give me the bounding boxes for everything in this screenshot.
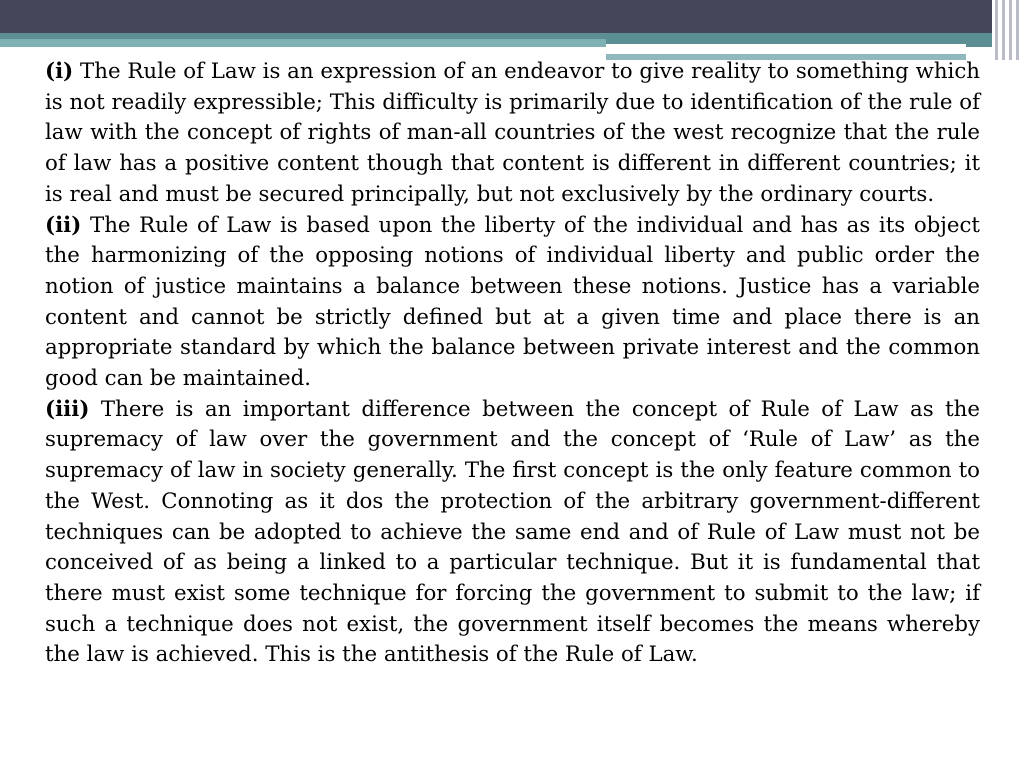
paragraph-ii: [45, 211, 980, 395]
paragraph-marker: (i): [45, 59, 74, 84]
slide-header-notch: [606, 44, 966, 54]
paragraph-text: There is an important difference between the concept of Rule of Law as the supremacy of law over the government and the concept of ‘Rule of Law’ as the supremacy of law in society generally. The first concept is the only feature common to the West. Connoting as it dos the protection of the arbitrary government-different techniques can be adopted to achieve the same end and of Rule of Law must not be conceived of as being a linked to a particular technique. But it is fundamental that there must exist some technique for forcing the government to submit to the law; if such a technique does not exist, the government itself becomes the means whereby the law is achieved. This is the antithesis of the Rule of Law.: [45, 396, 980, 668]
paragraph-marker: (iii): [45, 396, 90, 422]
header-stripe: [1016, 0, 1019, 60]
slide-header-accent-light: [0, 39, 606, 47]
paragraph-text: The Rule of Law is an expression of an endeavor to give reality to something which is not readily expressible; This difficulty is primarily due to identification of the rule of law with the concept of rights of man-all countries of the west recognize that the rule of law has a positive content though that content is different in different countries; it is real and must be secured principally, but not exclusively by the ordinary courts.: [45, 59, 980, 207]
paragraph-i: [45, 57, 980, 211]
header-stripe: [1002, 0, 1005, 60]
header-stripe: [995, 0, 998, 60]
header-stripe-group: [992, 0, 1024, 60]
paragraph-iii: [45, 395, 980, 671]
paragraph-text: The Rule of Law is based upon the liberty of the individual and has as its object the harmonizing of the opposing notions of individual liberty and public order the notion of justice maintains a balance between these notions. Justice has a variable content and cannot be strictly defined but at a given time and place there is an appropriate standard by which the balance between private interest and the common good can be maintained.: [45, 212, 980, 392]
header-stripe: [1009, 0, 1012, 60]
paragraph-marker: (ii): [45, 212, 82, 238]
slide-header-bar: [0, 0, 1024, 33]
slide-body: [45, 57, 980, 671]
